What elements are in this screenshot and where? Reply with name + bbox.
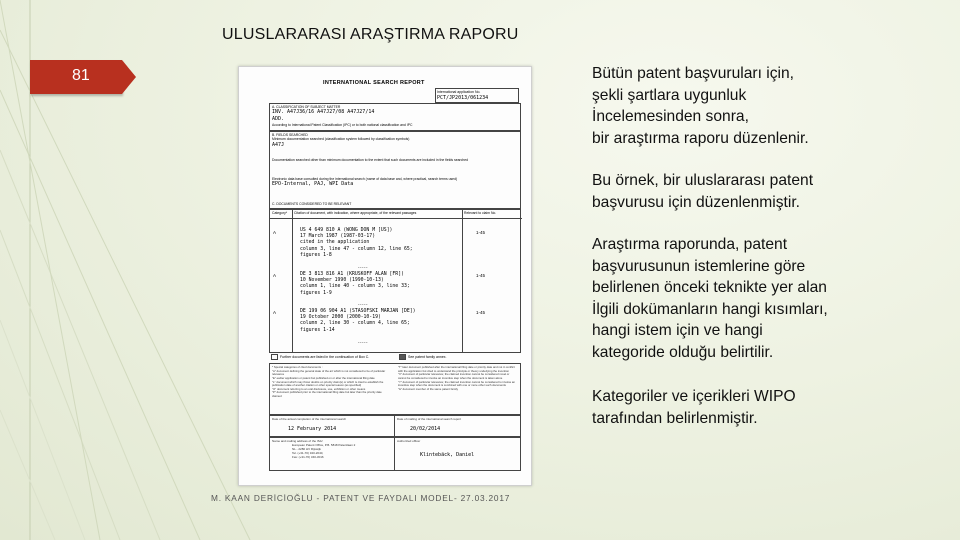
citation-text [300,272,460,297]
citation-category: A [273,230,277,235]
classification-value: INV. A47J36/16 A47J27/08 A47J27/14 [272,109,375,116]
citation-separator: ----- [358,265,368,270]
patent-family-label: See patent family annex. [408,355,447,359]
citation-line: 17 March 1987 (1987-03-17) [300,234,376,240]
section-c-label: C. DOCUMENTS CONSIDERED TO BE RELEVANT [272,201,352,206]
table-divider [462,210,463,352]
category-line: "X" document of particular relevance; the claimed invention cannot be considered novel or cannot be considered to involve an inventive step when the document is taken alone [398,372,510,380]
patent-family-check [399,354,447,360]
address-line: Fax: (+31-70) 340-3016 [292,454,324,459]
category-line: "L" document which may throw doubts on priority claim(s) or which is cited to establish the publication date of another citation or other special reason (as specified) [272,379,384,388]
mailing-label: Date of mailing of the international search report [397,417,462,421]
category-line: * Special categories of cited documents : [272,365,323,369]
citation-claims: 1-45 [476,310,486,315]
fields-value: A47J [272,141,285,148]
citation-line: DE 199 06 904 A1 (STASOFSKI MARJAN [DE]) [300,309,416,314]
mailing-date: 20/02/2014 [410,426,441,432]
category-line: "P" document published prior to the international filing date but later than the priority date claimed [272,390,382,398]
paragraph-line: Araştırma raporunda, patent [592,236,788,253]
category-line: "T" later document published after the international filing date or priority date and not in conflict with the application but cited to understand the principle or theory underlying the invention [398,365,515,373]
authority-box [269,437,521,471]
citation-line: DE 3 813 816 A1 (KRUSKOFF ALAN [FR]) [300,272,404,277]
category-line: "O" document referring to an oral disclosure, use, exhibition or other means [272,386,366,391]
paragraph-line: şekli şartlara uygunluk [592,86,747,104]
completion-date: 12 February 2014 [288,426,337,432]
completion-label: Date of the actual completion of the international search [272,417,347,421]
paragraph-3 [592,234,882,363]
citation-claims: 1-45 [476,273,486,278]
checkbox-icon [271,354,278,360]
paragraph-line: belirlenen önceki teknikte yer alan [592,279,827,296]
checked-box-icon [399,354,406,360]
category-line: "Y" document of particular relevance; the claimed invention cannot be considered to involve an inventive step when the document is combined with one or more other such documents [398,379,516,388]
address-line: European Patent Office, P.B. 5818 Patentlaan 2 [292,443,356,447]
documentation-note: Documentation searched other than minimum documentation to the extent that such documents are included in the fields searched [272,158,469,163]
ipc-note: According to International Patent Classification (IPC) or to both national classification and IPC [272,122,413,127]
classification-box [269,103,521,131]
col-citation: Citation of document, with indication, where appropriate, of the relevant passages [292,210,462,219]
address-line: Tel. (+31-70) 340-2040, [292,450,324,455]
paragraph-line: Bütün patent başvuruları için, [592,65,794,82]
category-line: "A" document defining the general state of the art which is not considered to be of particular relevance [272,368,386,377]
slide-footer: M. KAAN DERİCİOĞLU - PATENT VE FAYDALI MODEL- 27.03.2017 [211,493,511,503]
fields-searched-box [269,131,521,209]
search-report-document [238,66,532,486]
citation-separator: ----- [358,302,368,307]
citation-line: US 4 649 810 A (WONG DON M [US]) [300,228,393,233]
citation-line: figures 1-8 [300,252,332,258]
category-line: "E" earlier application or patent but published on or after the international filing date [272,375,375,380]
database-value: EPO-Internal, PAJ, WPI Data [272,180,354,187]
classification-add: ADD. [272,116,285,122]
col-claim: Relevant to claim No. [462,210,522,219]
paragraph-line: Kategoriler ve içerikleri WIPO [592,388,796,405]
paragraph-line: bir araştırma raporu düzenlenir. [592,129,809,147]
citation-line: figures 1-14 [300,327,335,333]
citation-category: A [273,273,277,278]
slide-number: 81 [72,67,90,84]
paragraph-line: tarafından belirlenmiştir. [592,409,758,427]
categories-right [398,366,516,391]
isa-label: Name and mailing address of the ISA/ [272,439,323,443]
categories-box [269,363,521,415]
citation-line: column 3, line 47 - column 12, line 65; [300,246,413,252]
categories-left [272,366,390,399]
citation-separator: ----- [358,340,368,345]
citation-line: figures 1-9 [300,290,332,296]
citation-line: 19 October 2000 (2000-10-19) [300,315,381,321]
citations-table [269,209,521,353]
dates-divider [394,416,395,436]
paragraph-2 [592,170,882,213]
isa-address [292,444,355,460]
officer-name: Klintebäck, Daniel [420,452,475,458]
further-docs-label: Further documents are listed in the continuation of Box C. [280,355,370,359]
table-divider [292,210,293,352]
application-number: PCT/JP2013/061234 [437,95,489,101]
citation-line: column 2, line 30 - column 4, line 65; [300,321,410,327]
paragraph-line: başvurusunun istemlerine göre [592,257,806,275]
paragraph-line: İncelemesinden sonra, [592,108,749,125]
authority-divider [394,438,395,470]
col-category: Category* [270,210,292,219]
classification-label: A. CLASSIFICATION OF SUBJECT MATTER [272,105,341,109]
further-docs-check [271,354,369,360]
application-number-box [435,88,519,103]
paragraph-line: Bu örnek, bir uluslararası patent [592,172,814,189]
application-label: International application No. [437,90,481,94]
paragraph-4 [592,386,882,429]
category-line: "&" document member of the same patent family [398,386,458,391]
fields-note: Minimum documentation searched (classification system followed by classification symbols) [272,137,410,142]
paragraph-line: başvurusu için düzenlenmiştir. [592,193,801,211]
report-heading: INTERNATIONAL SEARCH REPORT [323,80,425,86]
paragraph-line: kategoride olduğu belirtilir. [592,343,774,361]
citation-line: 10 November 1990 (1990-10-13) [300,278,384,284]
citation-text [300,228,460,259]
fields-label: B. FIELDS SEARCHED [272,133,308,137]
citation-line: cited in the application [300,240,370,246]
address-line: NL - 2280 HV Rijswijk [292,446,321,451]
citation-text [300,309,460,334]
officer-label: Authorized officer [397,439,421,443]
paragraph-line: hangi istem için ve hangi [592,322,763,339]
citation-line: column 1, line 40 - column 3, line 33; [300,284,410,290]
paragraph-line: İlgili dokümanların hangi kısımları, [592,300,828,318]
citation-category: A [273,310,277,315]
dates-box [269,415,521,437]
paragraph-1 [592,63,882,149]
citation-claims: 1-45 [476,230,486,235]
slide-title: ULUSLARARASI ARAŞTIRMA RAPORU [222,26,519,43]
database-note: Electronic data base consulted during the international search (name of data base and, where practical, search terms used) [272,176,458,181]
